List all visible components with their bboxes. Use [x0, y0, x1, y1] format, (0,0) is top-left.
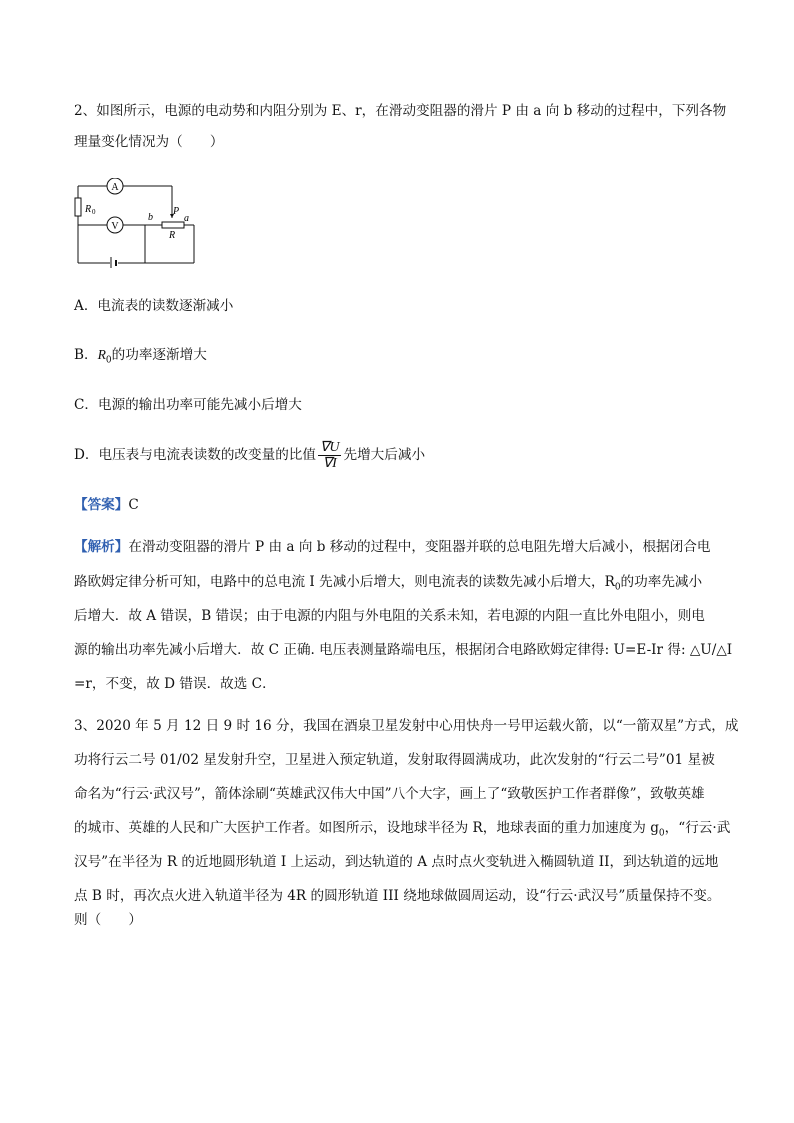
option-d-numerator: ∇U	[320, 440, 340, 455]
q3-line7: 则（ ）	[74, 912, 142, 928]
r0-label: R	[85, 204, 92, 215]
option-b-var: R	[97, 347, 106, 362]
q2-analysis-line5: =r，不变，故 D 错误．故选 C．	[74, 676, 276, 692]
answer-label: 【答案】	[74, 497, 129, 513]
option-d-fraction	[318, 440, 341, 471]
q3-line4	[74, 820, 730, 842]
option-b-suffix: 的功率逐渐增大	[111, 347, 207, 363]
answer-value: C	[128, 497, 139, 513]
q3-line3: 命名为“行云·武汉号”，箭体涂刷“英雄武汉伟大中国”八个大字，画上了“致敬医护工作者群像”，致敬英雄	[74, 786, 705, 802]
slider-p-label: P	[173, 206, 180, 217]
q2-answer	[74, 497, 139, 513]
q2-analysis-line1	[74, 539, 710, 555]
rheostat-label: R	[169, 230, 176, 241]
option-d-prefix: D．电压表与电流表读数的改变量的比值	[74, 447, 316, 463]
analysis-text-2a: 路欧姆定律分析可知，电路中的总电流 I 先减小后增大，则电流表的读数先减小后增大，R	[74, 574, 615, 590]
analysis-text-2b: 的功率先减小	[620, 574, 703, 590]
q2-analysis-line3: 后增大．故 A 错误，B 错误；由于电源的内阻与外电阻的关系未知，若电源的内阻一直比外电阻小，则电	[74, 608, 705, 624]
q3-line5: 汉号”在半径为 R 的近地圆形轨道 I 上运动，到达轨道的 A 点时点火变轨进入椭圆轨道 II，到达轨道的远地	[74, 854, 719, 870]
q3-line4-sub: 0	[658, 828, 665, 839]
option-b-prefix: B．	[74, 347, 98, 363]
option-d-denominator: ∇I	[322, 456, 337, 471]
q2-stem-line1: 2、如图所示，电源的电动势和内阻分别为 E、r，在滑动变阻器的滑片 P 由 a 向 b 移动的过程中，下列各物	[74, 103, 727, 119]
analysis-label: 【解析】	[74, 539, 129, 555]
terminal-a-label: a	[184, 213, 189, 224]
ammeter-label: A	[111, 182, 119, 193]
q2-analysis-line4: 源的输出功率先减小后增大．故 C 正确. 电压表测量路端电压，根据闭合电路欧姆定律得: U=E-Ir 得: △U/△I	[74, 642, 733, 658]
q2-option-a: A．电流表的读数逐渐减小	[74, 298, 234, 314]
q2-option-d	[74, 438, 425, 472]
analysis-sub: 0	[614, 582, 621, 593]
analysis-text-1: 在滑动变阻器的滑片 P 由 a 向 b 移动的过程中，变阻器并联的总电阻先增大后减小，根据闭合电	[128, 539, 711, 555]
circuit-diagram	[74, 178, 204, 268]
q3-line4-a: 的城市、英雄的人民和广大医护工作者。如图所示，设地球半径为 R，地球表面的重力加速度为 g	[74, 820, 659, 836]
r0-subscript: 0	[92, 208, 96, 216]
q2-analysis-line2	[74, 574, 702, 596]
q2-option-c: C．电源的输出功率可能先减小后增大	[74, 397, 302, 413]
q3-line4-b: ，“行云·武	[664, 820, 731, 836]
voltmeter-label: V	[111, 221, 119, 232]
option-d-suffix: 先增大后减小	[343, 447, 426, 463]
q2-stem-line2: 理量变化情况为（ ）	[74, 134, 224, 150]
q3-line6: 点 B 时，再次点火进入轨道半径为 4R 的圆形轨道 III 绕地球做圆周运动，设“行云·武汉号”质量保持不变。	[74, 888, 721, 904]
q2-option-b	[74, 347, 207, 369]
option-b-sub: 0	[105, 355, 112, 366]
q3-line2: 功将行云二号 01/02 星发射升空，卫星进入预定轨道，发射取得圆满成功，此次发射的“行云二号”01 星被	[74, 752, 715, 768]
terminal-b-label: b	[148, 212, 153, 223]
q3-line1: 3、2020 年 5 月 12 日 9 时 16 分，我国在酒泉卫星发射中心用快舟一号甲运载火箭，以“一箭双星”方式，成	[74, 718, 739, 734]
